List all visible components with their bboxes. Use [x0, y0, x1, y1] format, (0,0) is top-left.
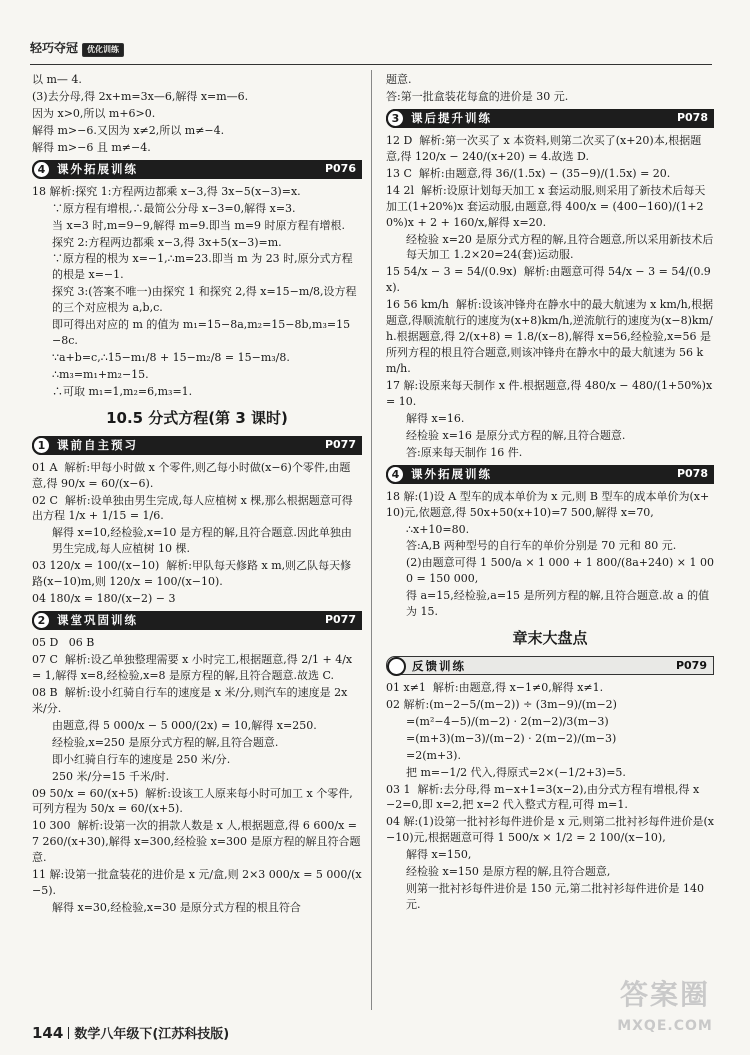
answer-line: 解得 x=150, — [406, 848, 472, 862]
answer-line: ∵原方程的根为 x=−1,∴m=23.即当 m 为 23 时,原分式方程的根是 x=−1. — [52, 252, 353, 282]
answer-line: 18 解析:探究 1:方程两边都乘 x−3,得 3x−5(x−3)=x. — [32, 184, 301, 198]
answer-line: 经检验 x=20 是原分式方程的解,且符合题意,所以采用新技术后每天加工 1.2×20=24(套)运动服. — [406, 232, 714, 262]
page-footer — [32, 1023, 229, 1045]
answer-line: 解得 x=30,经检验,x=30 是原分式方程的根且符合 — [52, 901, 301, 915]
left-column — [32, 72, 362, 917]
lesson-heading: 10.5 分式方程(第 3 课时) — [106, 408, 288, 427]
header-bar — [30, 38, 712, 65]
section-header-extension — [32, 160, 362, 179]
section-number: 4 — [386, 465, 405, 484]
answer-line: 经检验 x=150 是原方程的解,且符合题意, — [406, 865, 611, 879]
section-title: 课前自主预习 — [57, 437, 138, 452]
answer-line: 即可得出对应的 m 的值为 m₁=15−8a,m₂=15−8b,m₃=15−8c. — [52, 318, 351, 348]
answer-line: 答:A,B 两种型号的自行车的单价分别是 70 元和 80 元. — [406, 539, 677, 553]
section-number: 4 — [32, 160, 51, 179]
section-page-ref: P076 — [324, 161, 356, 175]
answer-line: 探究 2:方程两边都乘 x−3,得 3x+5(x−3)=m. — [52, 235, 282, 249]
answer-line: 10 300 解析:设第一次的捐款人数是 x 人,根据题意,得 6 600/x = 7 260/(x+30),解得 x=300,经检验 x=300 是原方程的解且符合题意. — [32, 819, 361, 865]
section-number: 3 — [386, 109, 405, 128]
section-title: 课堂巩固训练 — [57, 613, 138, 628]
text-line: 答:第一批盒装花每盒的进价是 30 元. — [386, 89, 569, 103]
section-page-ref: P078 — [676, 466, 708, 480]
answer-line: 经检验,x=250 是原分式方程的解,且符合题意. — [52, 735, 279, 749]
chapter-review-heading: 章末大盘点 — [512, 629, 588, 648]
answer-line: ∴x+10=80. — [406, 522, 470, 536]
answer-line: (2)由题意可得 1 500/a × 1 000 + 1 800/(8a+240) × 1 000 = 150 000, — [406, 556, 714, 586]
watermark-text: 答案圈 — [619, 978, 710, 1011]
answer-line: 由题意,得 5 000/x − 5 000/(2x) = 10,解得 x=250. — [52, 718, 317, 732]
answer-line: =(m²−4−5)/(m−2) · 2(m−2)/3(m−3) — [406, 714, 609, 728]
answer-line: 15 54/x − 3 = 54/(0.9x) 解析:由题意可得 54/x − 3 = 54/(0.9x). — [386, 265, 711, 295]
answer-line: 08 B 解析:设小红骑自行车的速度是 x 米/分,则汽车的速度是 2x 米/分. — [32, 685, 351, 715]
answer-line: 解得 x=16. — [406, 411, 465, 425]
answer-line: =2(m+3). — [406, 748, 461, 762]
answer-line: 03 1 解析:去分母,得 m−x+1=3(x−2),由分式方程有增根,得 x−2=0,即 x=2,把 x=2 代入整式方程,可得 m=1. — [386, 782, 700, 812]
answer-line: 答:原来每天制作 16 件. — [406, 445, 523, 459]
answer-line: 经检验 x=16 是原分式方程的解,且符合题意. — [406, 428, 626, 442]
answer-line: 02 解析:(m−2−5/(m−2)) ÷ (3m−9)/(m−2) — [386, 697, 617, 711]
answer-line: 17 解:设原来每天制作 x 件.根据题意,得 480/x − 480/(1+50%)x = 10. — [386, 378, 716, 408]
brand-name: 轻巧夺冠 — [30, 41, 79, 55]
section-title: 课外拓展训练 — [57, 161, 138, 176]
answer-line: 当 x=3 时,m=9−9,解得 m=9.即当 m=9 时原方程有增根. — [52, 218, 346, 232]
section-page-ref: P079 — [675, 658, 707, 672]
section-number — [387, 657, 406, 676]
section-page-ref: P078 — [676, 110, 708, 124]
answer-line: 12 D 解析:第一次买了 x 本资料,则第二次买了(x+20)本,根据题意,得 120/x − 240/(x+20) = 4.故选 D. — [386, 133, 702, 163]
answer-line: 解得 x=10,经检验,x=10 是方程的解,且符合题意.因此单独由男生完成,每人应植树 10 棵. — [52, 526, 352, 556]
answer-line: 02 C 解析:设单独由男生完成,每人应植树 x 棵,那么根据题意可得出方程 1/x + 1/15 = 1/6. — [32, 493, 353, 523]
watermark-url: MXQE.COM — [617, 1017, 713, 1034]
section-title: 课后提升训练 — [411, 110, 492, 125]
section-header-post-class — [386, 109, 714, 128]
answer-line: 01 x≠1 解析:由题意,得 x−1≠0,解得 x≠1. — [386, 680, 604, 694]
answer-line: 18 解:(1)设 A 型车的成本单价为 x 元,则 B 型车的成本单价为(x+10)元,依题意,得 50x+50(x+10)=7 500,解得 x=70, — [386, 489, 710, 519]
section-header-preview — [32, 436, 362, 455]
answer-line: 13 C 解析:由题意,得 36/(1.5x) − (35−9)/(1.5x) = 20. — [386, 166, 671, 180]
answer-line: ∴m₃=m₁+m₂−15. — [52, 368, 149, 381]
answer-line: ∴可取 m₁=1,m₂=6,m₃=1. — [52, 384, 193, 398]
footer-separator — [68, 1027, 69, 1039]
section-header-feedback — [386, 656, 714, 675]
column-divider — [371, 70, 372, 1010]
answer-line: 01 A 解析:甲每小时做 x 个零件,则乙每小时做(x−6)个零件,由题意,得 90/x = 60/(x−6). — [32, 460, 351, 490]
watermark-logo — [600, 975, 730, 1045]
text-line: 因为 x>0,所以 m+6>0. — [32, 106, 156, 120]
text-line: 解得 m>−6.又因为 x≠2,所以 m≠−4. — [32, 123, 225, 137]
answer-line: 得 a=15,经检验,a=15 是所列方程的解,且符合题意.故 a 的值为 15. — [406, 589, 710, 619]
section-number: 1 — [32, 436, 51, 455]
right-column — [386, 72, 714, 914]
answer-line: 则第一批衬衫每件进价是 150 元,第二批衬衫每件进价是 140 元. — [406, 882, 708, 912]
section-title: 反馈训练 — [412, 658, 466, 673]
answer-line: 05 D 06 B — [32, 636, 95, 650]
answer-line: 04 解:(1)设第一批衬衫每件进价是 x 元,则第二批衬衫每件进价是(x−10)元,根据题意可得 1 500/x × 1/2 = 2 100/(x−10), — [386, 815, 714, 845]
answer-line: 14 2l 解析:设原计划每天加工 x 套运动服,则采用了新技术后每天加工(1+20%)x 套运动服,由题意,得 400/x = (400−160)/(1+20%)x + 2 + 160/x,解得 x=20. — [386, 183, 706, 229]
answer-line: =(m+3)(m−3)/(m−2) · 2(m−2)/(m−3) — [406, 731, 617, 745]
answer-line: 把 m=−1/2 代入,得原式=2×(−1/2+3)=5. — [406, 765, 626, 779]
answer-line: 16 56 km/h 解析:设该冲锋舟在静水中的最大航速为 x km/h,根据题意,得顺流航行的速度为(x+8)km/h,逆流航行的速度为(x−8)km/h.根据题意,得 2/(x+8) = 1.8/(x−8),解得 x=56,经检验,x=56 是所列方程的根且符合题意,则该冲锋舟在静水中的最大航速为 56 km/h. — [386, 298, 714, 375]
section-title: 课外拓展训练 — [411, 466, 492, 481]
text-line: 以 m— 4. — [32, 73, 82, 86]
answer-line: 09 50/x = 60/(x+5) 解析:设该工人原来每小时可加工 x 个零件,可列方程为 50/x = 60/(x+5). — [32, 786, 353, 816]
answer-line: 探究 3:(答案不唯一)由探究 1 和探究 2,得 x=15−m/8,设方程的三个对应根为 a,b,c. — [52, 285, 357, 315]
section-number: 2 — [32, 611, 51, 630]
answer-line: 即小红骑自行车的速度是 250 米/分. — [52, 752, 231, 766]
brand-logo — [30, 40, 124, 57]
answer-line: 250 米/分=15 千米/时. — [52, 769, 170, 783]
section-page-ref: P077 — [324, 437, 356, 451]
answer-line: ∵原方程有增根,∴最简公分母 x−3=0,解得 x=3. — [52, 201, 296, 215]
answer-line: ∵a+b=c,∴15−m₁/8 + 15−m₂/8 = 15−m₃/8. — [52, 351, 290, 365]
book-title: 数学八年级下(江苏科技版) — [74, 1027, 230, 1042]
section-header-extension — [386, 465, 714, 484]
page-number: 144 — [32, 1024, 64, 1042]
brand-tag: 优化训练 — [82, 43, 124, 57]
section-header-consolidation — [32, 611, 362, 630]
answer-line: 04 180/x = 180/(x−2) − 3 — [32, 592, 176, 606]
text-line: 解得 m>−6 且 m≠−4. — [32, 140, 151, 154]
answer-line: 03 120/x = 100/(x−10) 解析:甲队每天修路 x m,则乙队每天修路(x−10)m,则 120/x = 100/(x−10). — [32, 559, 352, 589]
text-line: (3)去分母,得 2x+m=3x—6,解得 x=m—6. — [32, 89, 249, 103]
answer-line: 11 解:设第一批盒装花的进价是 x 元/盒,则 2×3 000/x = 5 000/(x−5). — [32, 868, 362, 898]
answer-line: 07 C 解析:设乙单独整理需要 x 小时完工,根据题意,得 2/1 + 4/x = 1,解得 x=8,经检验,x=8 是原方程的解,且符合题意.故选 C. — [32, 653, 356, 682]
section-page-ref: P077 — [324, 613, 356, 627]
text-line: 题意. — [386, 73, 412, 86]
